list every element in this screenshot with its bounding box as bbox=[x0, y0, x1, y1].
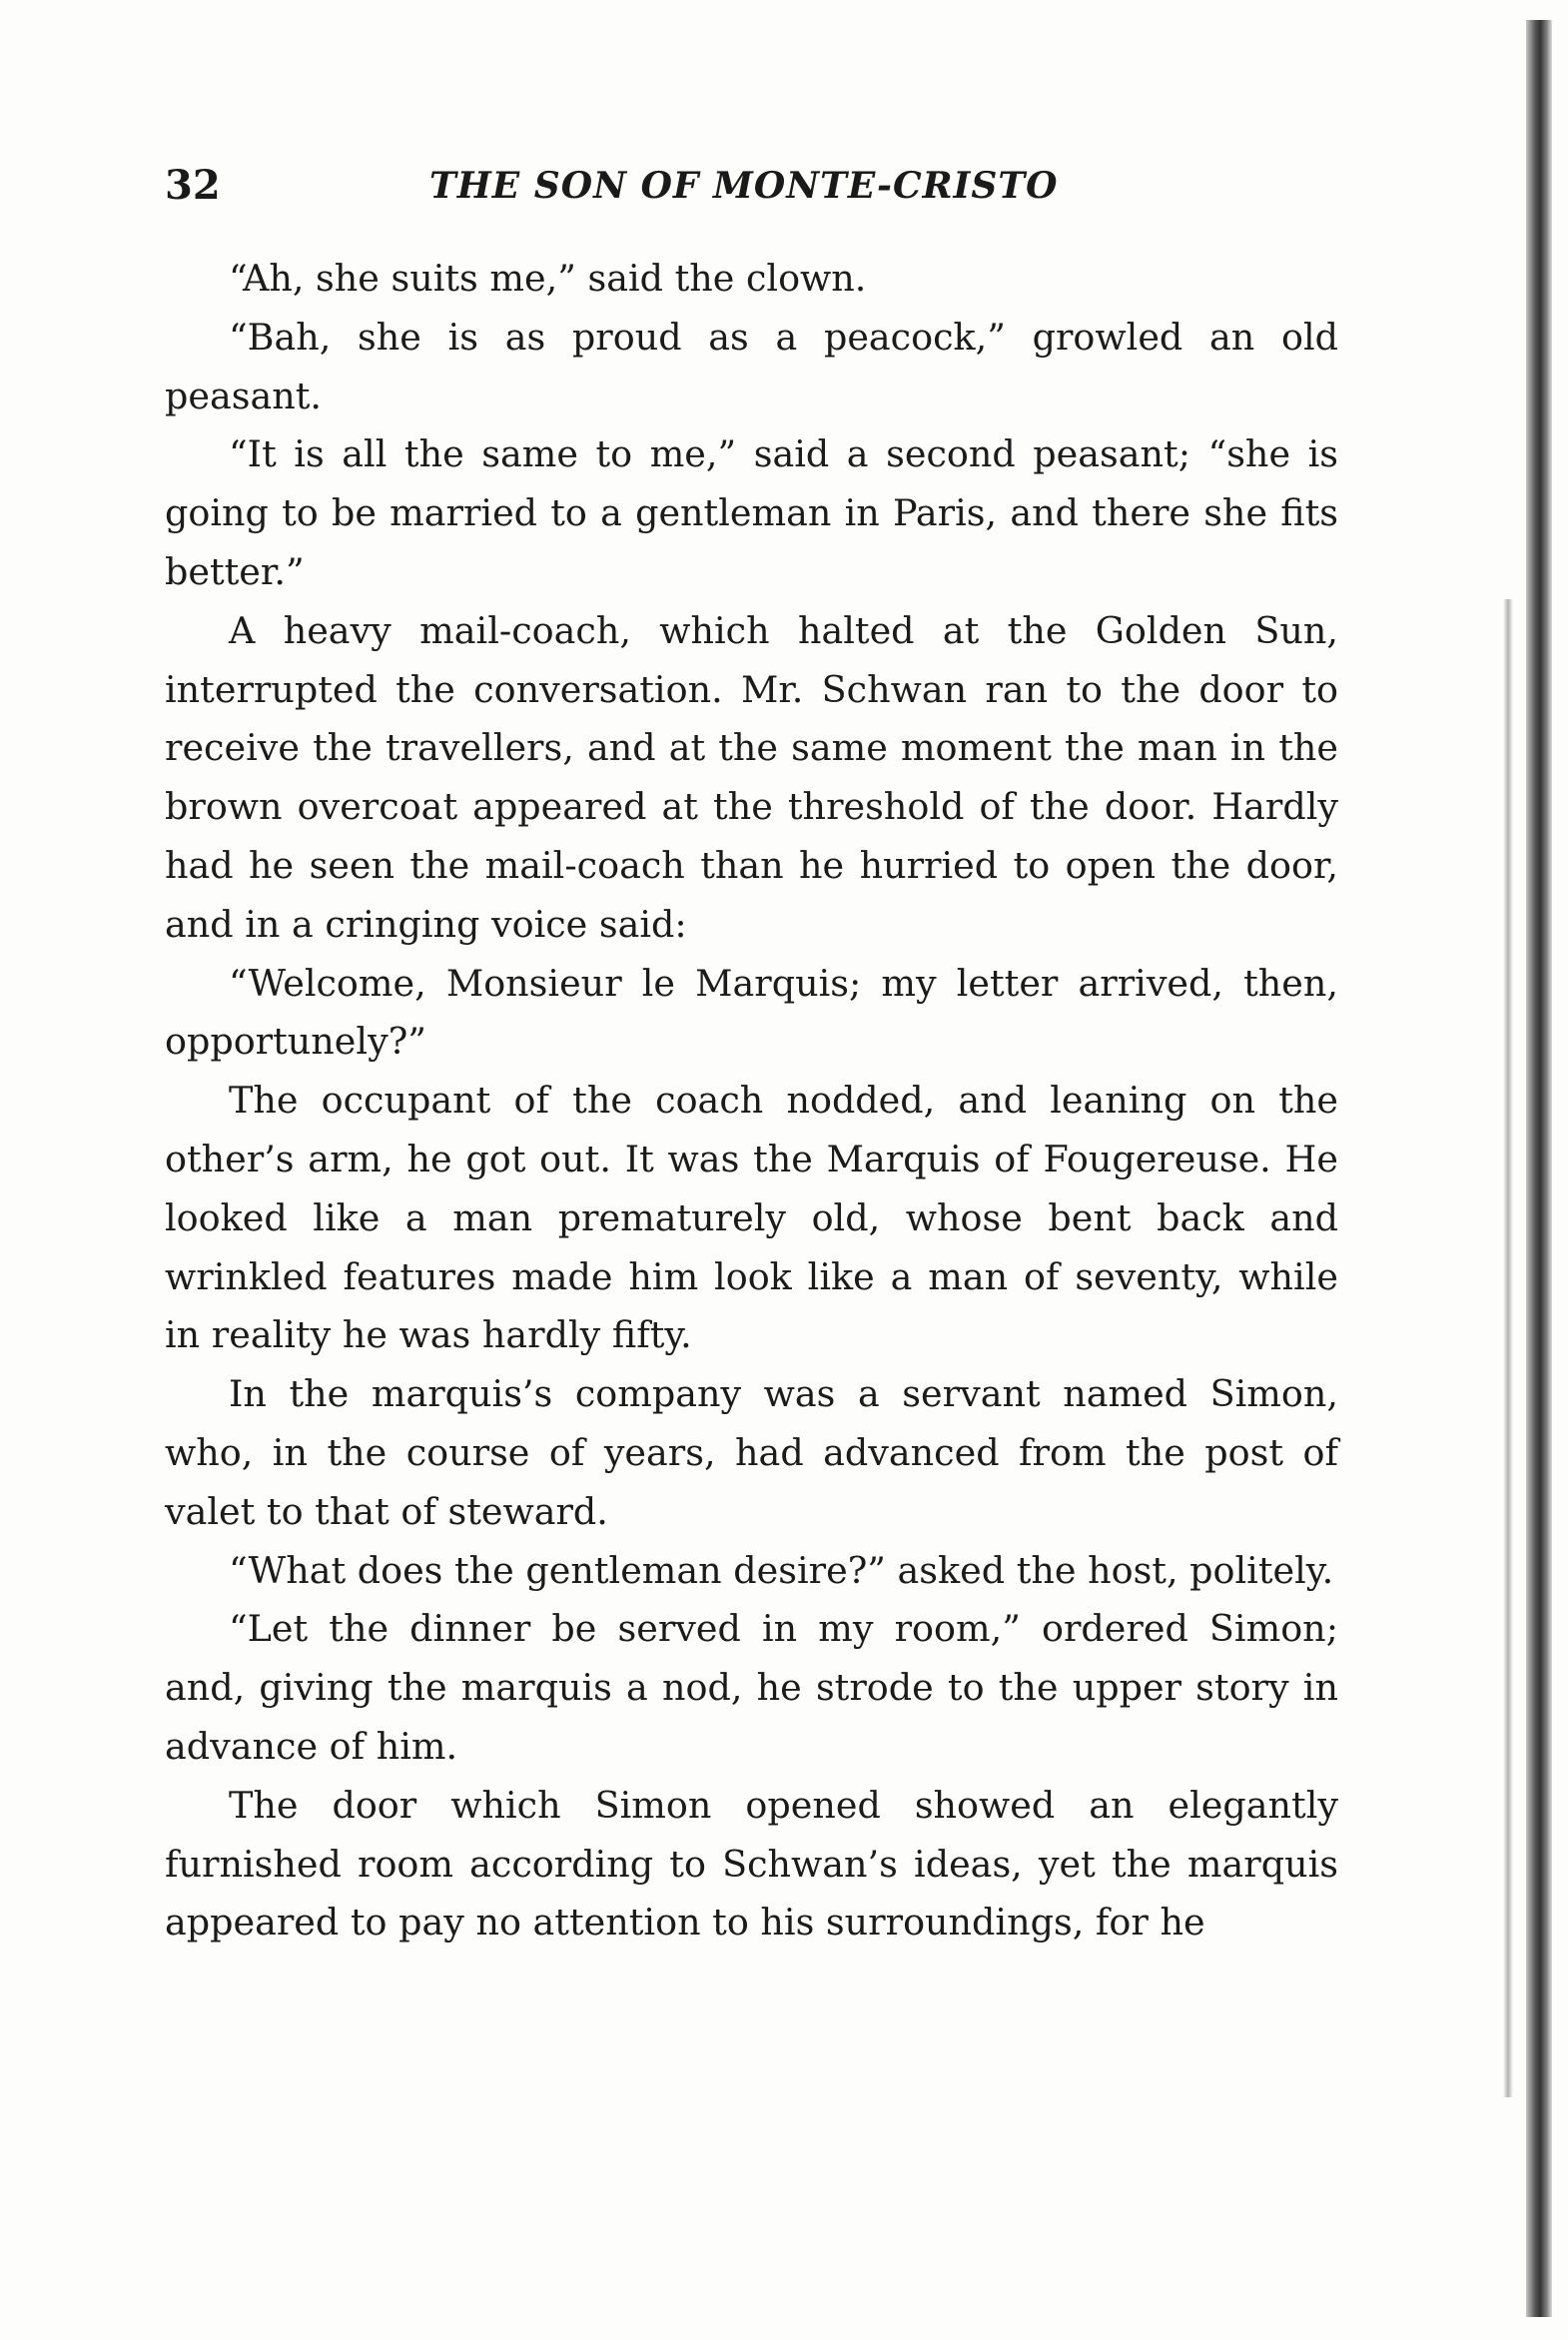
running-title: THE SON OF MONTE-CRISTO bbox=[429, 165, 1059, 207]
page-header bbox=[165, 160, 1338, 212]
paragraph: “What does the gentleman desire?” asked the host, politely. bbox=[229, 1548, 1334, 1592]
body-text bbox=[165, 250, 1338, 1952]
page-number: 32 bbox=[165, 162, 221, 209]
paragraph: “Let the dinner be served in my room,” ordered Simon; and, giving the marquis a nod, he strode to the upper story in advance of him. bbox=[165, 1607, 1338, 1768]
paragraph: “Bah, she is as proud as a peacock,” growled an old peasant. bbox=[165, 315, 1338, 417]
paragraph: “Welcome, Monsieur le Marquis; my letter arrived, then, opportunely?” bbox=[165, 961, 1338, 1064]
paragraph: “Ah, she suits me,” said the clown. bbox=[229, 257, 867, 300]
paragraph: “It is all the same to me,” said a second peasant; “she is going to be married to a gentleman in Paris, and there she fits better.” bbox=[165, 432, 1338, 593]
gutter-shadow bbox=[1503, 599, 1513, 2097]
paragraph: The occupant of the coach nodded, and leaning on the other’s arm, he got out. It was the Marquis of Fougereuse. He looked like a man prematurely old, whose bent back and wrinkled features made him look like a man of seventy, while in reality he was hardly fifty. bbox=[165, 1079, 1338, 1357]
paragraph: A heavy mail-coach, which halted at the Golden Sun, interrupted the conversation. Mr. Schwan ran to the door to receive the travellers, and at the same moment the man in the brown overcoat appeared at the threshold of the door. Hardly had he seen the mail-coach than he hurried to open the door, and in a cringing voice said: bbox=[165, 608, 1338, 946]
book-binding-shadow bbox=[1526, 20, 1552, 2317]
paragraph: The door which Simon opened showed an elegantly furnished room according to Schwan’s ideas, yet the marquis appeared to pay no attention to his surroundings, for he bbox=[165, 1783, 1338, 1945]
paragraph: In the marquis’s company was a servant named Simon, who, in the course of years, had advanced from the post of valet to that of steward. bbox=[165, 1372, 1338, 1533]
